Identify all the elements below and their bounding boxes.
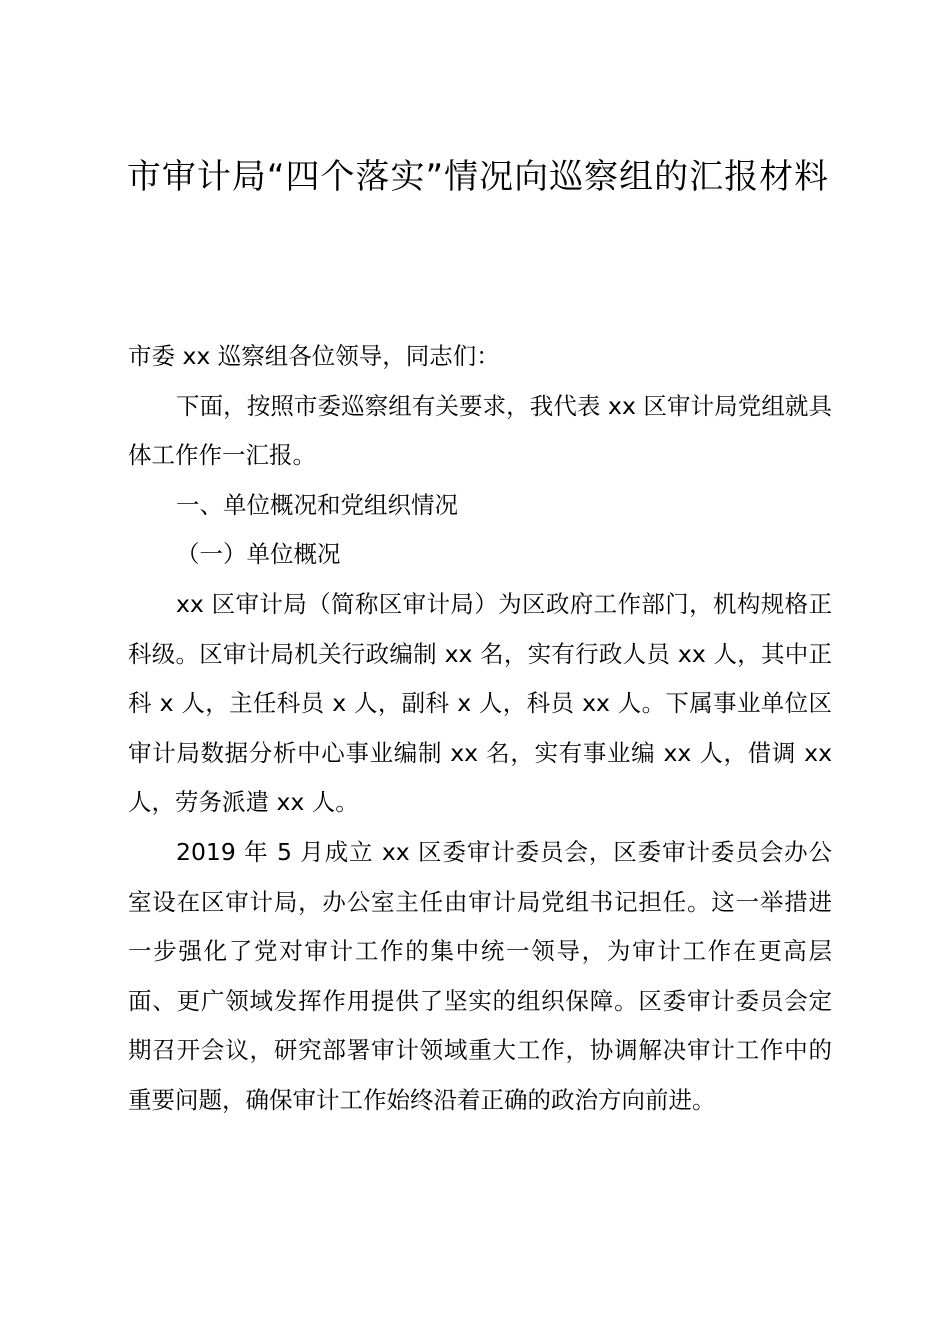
unit-overview-paragraph: xx 区审计局（简称区审计局）为区政府工作部门，机构规格正科级。区审计局机关行政编制 xx 名，实有行政人员 xx 人，其中正科 x 人，主任科员 x 人，副科 x 人，科员 xx 人。下属事业单位区审计局数据分析中心事业编制 xx 名，实有事业编 xx 人，借调 xx 人，劳务派遣 xx 人。 xyxy=(128,589,832,817)
subsection-heading: （一）单位概况 xyxy=(176,540,341,569)
document-title: 市审计局“四个落实”情况向巡察组的汇报材料 xyxy=(126,157,830,197)
salutation: 市委 xx 巡察组各位领导，同志们： xyxy=(128,342,500,370)
intro-paragraph: 下面，按照市委巡察组有关要求，我代表 xx 区审计局党组就具体工作作一汇报。 xyxy=(128,391,832,470)
section-heading: 一、单位概况和党组织情况 xyxy=(176,490,458,519)
audit-committee-paragraph: 2019 年 5 月成立 xx 区委审计委员会，区委审计委员会办公室设在区审计局，办公室主任由审计局党组书记担任。这一举措进一步强化了党对审计工作的集中统一领导，为审计工作在更高层面、更广领域发挥作用提供了坚实的组织保障。区委审计委员会定期召开会议，研究部署审计领域重大工作，协调解决审计工作中的重要问题，确保审计工作始终沿着正确的政治方向前进。 xyxy=(128,837,832,1114)
document-body xyxy=(128,332,832,1126)
